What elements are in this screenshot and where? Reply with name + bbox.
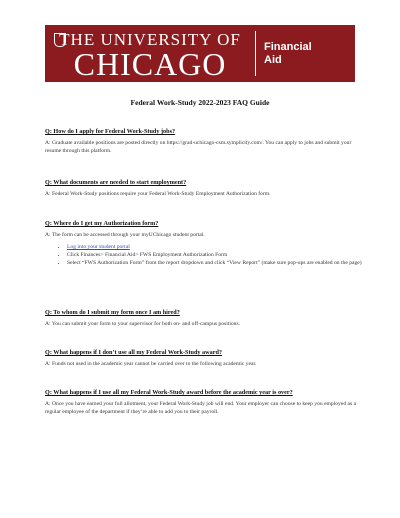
faq-answer: A: Once you have earned your full allotment, your Federal Work-Study job will end. Your employer can choose to keep you employed as a regular employee of the department if they’re able to add you to their payroll. [45, 401, 357, 415]
list-item: • Click Finances> Financial Aid> FWS Employment Authorization Form [67, 251, 365, 259]
list-item: • Select “FWS Authorization Form” from the report dropdown and click “View Report” (make sure pop-ups are enabled on the page) [67, 259, 365, 267]
student-portal-link[interactable]: Log into your student portal [67, 244, 130, 250]
faq-item-unused-award [45, 349, 365, 368]
faq-question: Q: How do I apply for Federal Work-Study jobs? [45, 128, 176, 135]
faq-answer: A: The form can be accessed through your myUChicago student portal. [45, 232, 205, 238]
university-logo [45, 25, 255, 82]
university-banner [45, 25, 355, 82]
faq-question: Q: Where do I get my Authorization form? [45, 220, 159, 227]
faq-question: Q: What happens if I don’t use all my Federal Work-Study award? [45, 349, 222, 356]
faq-item-documents [45, 179, 365, 198]
faq-item-authorization-form [45, 220, 365, 267]
faq-question: Q: What happens if I use all my Federal Work-Study award before the academic year is over? [45, 389, 293, 396]
faq-item-apply [45, 128, 365, 155]
department-line1: Financial [264, 40, 312, 53]
logo-chicago: CHICAGO [73, 46, 227, 82]
faq-answer: A: You can submit your form to your supervisor for both on- and off-campus positions. [45, 321, 241, 327]
faq-answer: A: Federal Work-Study positions require your Federal Work-Study Employment Authorization form. [45, 191, 271, 197]
faq-question: Q: To whom do I submit my form once I am hired? [45, 309, 180, 316]
faq-answer: A: Funds not used in the academic year cannot be carried over to the following academic year. [45, 361, 257, 367]
faq-question: Q: What documents are needed to start employment? [45, 179, 187, 186]
logo-the-university-of: THE UNIVERSITY OF [59, 30, 241, 49]
faq-item-award-used-early [45, 389, 365, 416]
steps-list [45, 243, 365, 267]
faq-item-submit [45, 309, 365, 328]
department-line2: Aid [264, 53, 282, 66]
document-title: Federal Work-Study 2022-2023 FAQ Guide [130, 98, 270, 107]
list-item [67, 243, 365, 251]
faq-answer: A: Graduate available positions are posted directly on https://grad-uchicago-csm.symplicity.com/. You can apply to jobs and submit your resume through this platform. [45, 140, 352, 154]
department-name [256, 25, 355, 82]
